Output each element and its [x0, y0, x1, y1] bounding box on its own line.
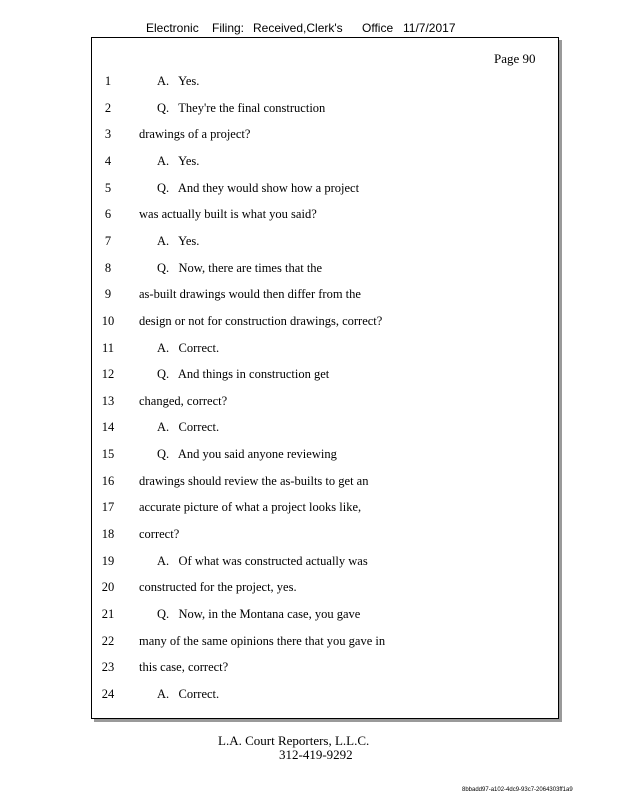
filing-word-received: Received,Clerk's [253, 21, 343, 35]
line-text: Q. They're the final construction [157, 101, 326, 115]
line-number: 15 [101, 447, 115, 461]
line-number: 22 [101, 634, 115, 648]
line-text: design or not for construction drawings, correct? [139, 314, 383, 328]
line-text: A. Yes. [157, 154, 200, 168]
line-text: Q. And you said anyone reviewing [157, 447, 337, 461]
line-number: 13 [101, 394, 115, 408]
line-number: 18 [101, 527, 115, 541]
filing-word-filing: Filing: [212, 21, 245, 35]
line-number: 9 [104, 287, 112, 301]
transcript-line [0, 474, 618, 490]
line-number: 24 [101, 687, 115, 701]
line-text: Q. Now, in the Montana case, you gave [157, 607, 361, 621]
transcript-line [0, 314, 618, 330]
line-number: 12 [101, 367, 115, 381]
line-number: 21 [101, 607, 115, 621]
transcript-line [0, 500, 618, 516]
line-number: 23 [101, 660, 115, 674]
line-text: this case, correct? [139, 660, 229, 674]
transcript-line [0, 447, 618, 463]
transcript-line [0, 154, 618, 170]
transcript-line [0, 580, 618, 596]
line-text: drawings of a project? [139, 127, 251, 141]
transcript-line [0, 287, 618, 303]
transcript-line [0, 607, 618, 623]
line-text: constructed for the project, yes. [139, 580, 297, 594]
line-text: drawings should review the as-builts to get an [139, 474, 369, 488]
line-text: A. Correct. [157, 687, 220, 701]
transcript-line [0, 554, 618, 570]
filing-date: 11/7/2017 [403, 21, 456, 35]
line-number: 4 [104, 154, 112, 168]
line-number: 2 [104, 101, 112, 115]
line-text: Q. And they would show how a project [157, 181, 360, 195]
transcript-line [0, 74, 618, 90]
filing-word-electronic: Electronic [146, 21, 199, 35]
transcript-line [0, 234, 618, 250]
line-number: 6 [104, 207, 112, 221]
transcript-line [0, 127, 618, 143]
line-text: accurate picture of what a project looks like, [139, 500, 362, 514]
line-number: 5 [104, 181, 112, 195]
line-number: 11 [101, 341, 115, 355]
line-text: A. Correct. [157, 420, 220, 434]
line-text: A. Yes. [157, 74, 200, 88]
line-text: A. Yes. [157, 234, 200, 248]
transcript-line [0, 634, 618, 650]
transcript-line [0, 527, 618, 543]
line-text: A. Of what was constructed actually was [157, 554, 368, 568]
document-hash: 8bbadd97-a102-4dc9-93c7-2064303ff1a9 [462, 787, 573, 793]
court-reporter-phone: 312-419-9292 [279, 747, 353, 762]
line-text: Q. And things in construction get [157, 367, 330, 381]
transcript-line [0, 341, 618, 357]
line-text: correct? [139, 527, 180, 541]
transcript-line [0, 420, 618, 436]
line-number: 19 [101, 554, 115, 568]
line-number: 14 [101, 420, 115, 434]
transcript-line [0, 207, 618, 223]
line-number: 3 [104, 127, 112, 141]
filing-word-office: Office [362, 21, 394, 35]
transcript-line [0, 261, 618, 277]
line-text: changed, correct? [139, 394, 228, 408]
line-text: Q. Now, there are times that the [157, 261, 323, 275]
transcript-line [0, 394, 618, 410]
transcript-line [0, 181, 618, 197]
line-number: 17 [101, 500, 115, 514]
line-text: many of the same opinions there that you gave in [139, 634, 386, 648]
line-text: as-built drawings would then differ from the [139, 287, 361, 301]
line-number: 10 [101, 314, 115, 328]
transcript-line [0, 101, 618, 117]
line-number: 20 [101, 580, 115, 594]
line-number: 8 [104, 261, 112, 275]
transcript-line [0, 687, 618, 703]
line-number: 1 [104, 74, 112, 88]
court-reporter-name: L.A. Court Reporters, L.L.C. [218, 733, 370, 748]
line-number: 16 [101, 474, 115, 488]
line-text: was actually built is what you said? [139, 207, 317, 221]
line-number: 7 [104, 234, 112, 248]
page-number: Page 90 [494, 51, 536, 66]
line-text: A. Correct. [157, 341, 220, 355]
transcript-line [0, 367, 618, 383]
transcript-line [0, 660, 618, 676]
